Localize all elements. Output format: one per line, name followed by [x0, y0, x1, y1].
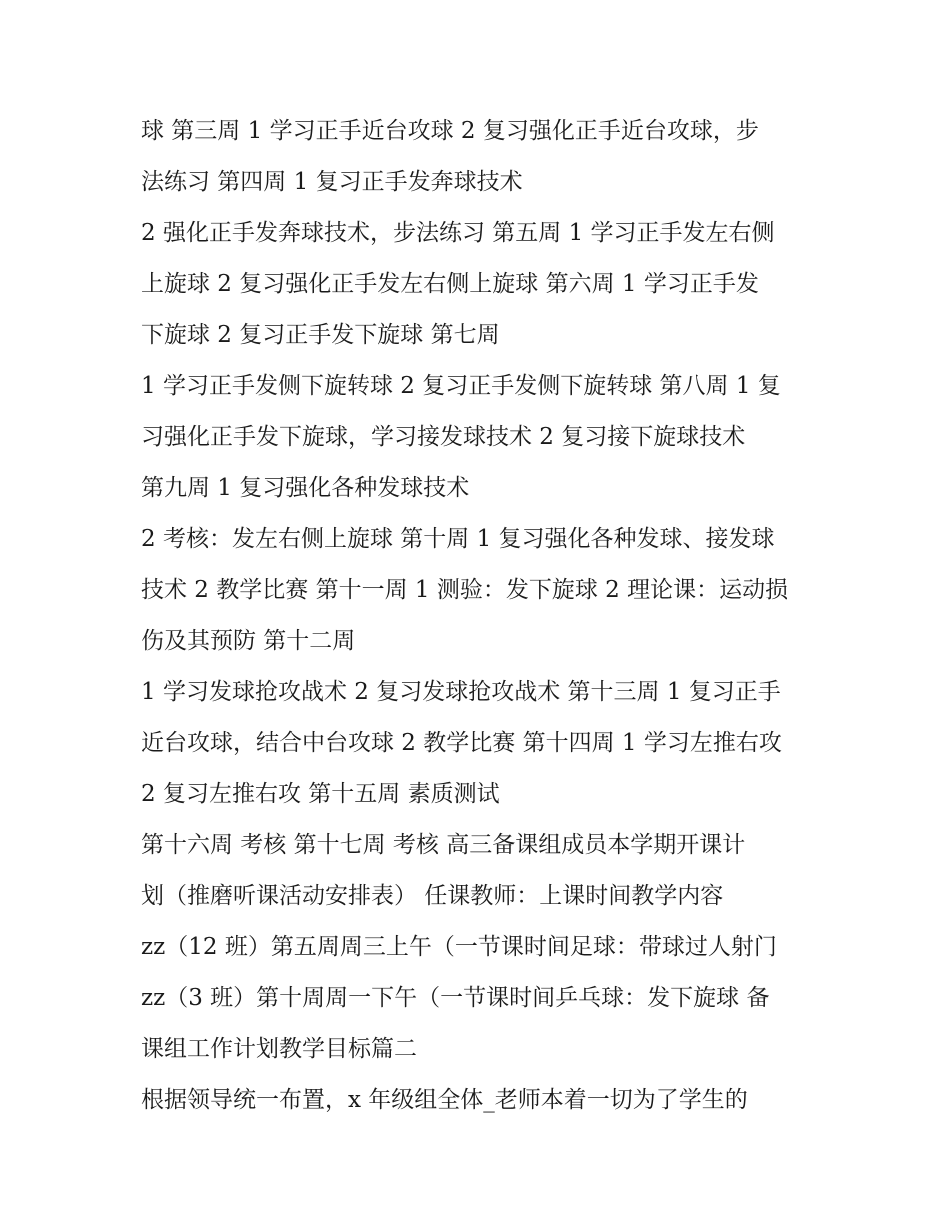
- text-line: 2 强化正手发奔球技术，步法练习 第五周 1 学习正手发左右侧: [141, 220, 775, 246]
- text-line: 2 考核：发左右侧上旋球 第十周 1 复习强化各种发球、接发球: [141, 526, 775, 552]
- text-line: 第九周 1 复习强化各种发球技术: [141, 475, 470, 501]
- text-line: 技术 2 教学比赛 第十一周 1 测验：发下旋球 2 理论课：运动损: [141, 577, 789, 603]
- text-line: 根据领导统一布置，x 年级组全体_老师本着一切为了学生的: [141, 1087, 748, 1113]
- text-line: 2 复习左推右攻 第十五周 素质测试: [141, 781, 500, 807]
- text-line: zz（12 班）第五周周三上午（一节课时间足球：带球过人射门: [141, 934, 777, 960]
- text-line: 第十六周 考核 第十七周 考核 高三备课组成员本学期开课计: [141, 832, 746, 858]
- text-line: 1 学习正手发侧下旋转球 2 复习正手发侧下旋转球 第八周 1 复: [141, 373, 781, 399]
- text-line: 划（推磨听课活动安排表） 任课教师：上课时间教学内容: [141, 883, 724, 909]
- text-line: 上旋球 2 复习强化正手发左右侧上旋球 第六周 1 学习正手发: [141, 271, 759, 297]
- text-line: 近台攻球，结合中台攻球 2 教学比赛 第十四周 1 学习左推右攻: [141, 730, 782, 756]
- text-line: zz（3 班）第十周周一下午（一节课时间乒乓球：发下旋球 备: [141, 985, 770, 1011]
- text-line: 法练习 第四周 1 复习正手发奔球技术: [141, 169, 523, 195]
- text-line: 伤及其预防 第十二周: [141, 628, 356, 654]
- text-line: 下旋球 2 复习正手发下旋球 第七周: [141, 322, 500, 348]
- text-line: 习强化正手发下旋球，学习接发球技术 2 复习接下旋球技术: [141, 424, 746, 450]
- document-body: [141, 106, 831, 1126]
- text-line: 球 第三周 1 学习正手近台攻球 2 复习强化正手近台攻球，步: [141, 118, 759, 144]
- text-line: 1 学习发球抢攻战术 2 复习发球抢攻战术 第十三周 1 复习正手: [141, 679, 781, 705]
- text-line: 课组工作计划教学目标篇二: [141, 1036, 417, 1062]
